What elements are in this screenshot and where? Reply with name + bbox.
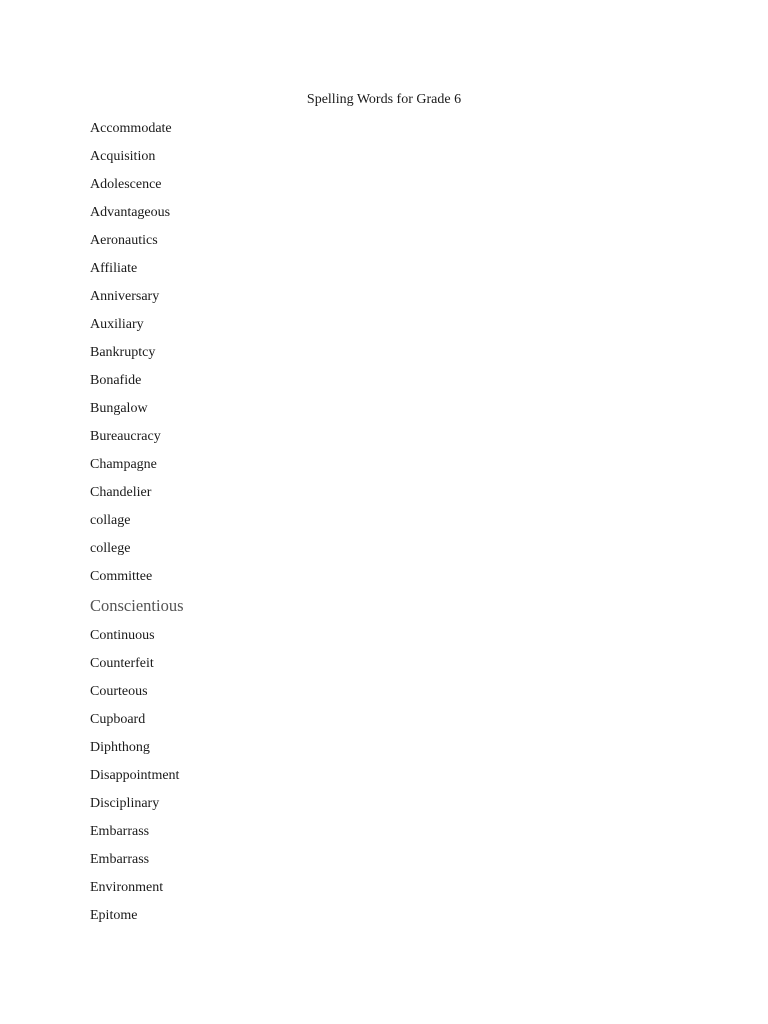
list-item: Aeronautics [90, 233, 158, 248]
list-item: Champagne [90, 457, 157, 472]
list-item: Diphthong [90, 740, 150, 755]
list-item: Cupboard [90, 712, 146, 727]
list-item: Bureaucracy [90, 429, 161, 444]
list-item: Counterfeit [90, 656, 154, 671]
spelling-word-list [90, 118, 184, 933]
list-item: Anniversary [90, 289, 160, 304]
list-item: Embarrass [90, 824, 150, 839]
list-item-emphasized: Conscientious [90, 596, 184, 615]
page-title: Spelling Words for Grade 6 [306, 92, 462, 107]
list-item: college [90, 541, 131, 556]
list-item: Bankruptcy [90, 345, 156, 360]
list-item: Adolescence [90, 177, 162, 192]
list-item: collage [90, 513, 131, 528]
list-item: Bonafide [90, 373, 142, 388]
list-item: Courteous [90, 684, 148, 699]
list-item: Embarrass [90, 852, 150, 867]
list-item: Continuous [90, 628, 155, 643]
list-item: Auxiliary [90, 317, 144, 332]
list-item: Advantageous [90, 205, 171, 220]
list-item: Bungalow [90, 401, 148, 416]
list-item: Committee [90, 569, 153, 584]
list-item: Disciplinary [90, 796, 160, 811]
list-item: Environment [90, 880, 164, 895]
list-item: Accommodate [90, 121, 172, 136]
list-item: Affiliate [90, 261, 138, 276]
list-item: Disappointment [90, 768, 180, 783]
list-item: Chandelier [90, 485, 152, 500]
list-item: Epitome [90, 908, 138, 923]
list-item: Acquisition [90, 149, 156, 164]
